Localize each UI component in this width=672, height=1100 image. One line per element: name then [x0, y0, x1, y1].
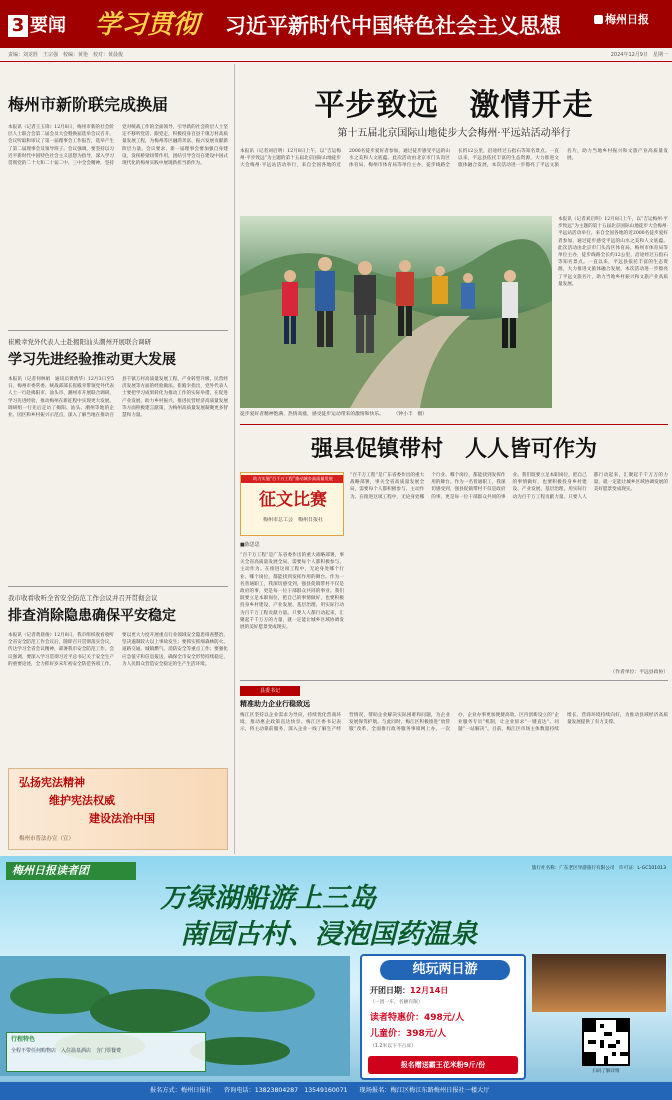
section-label: 要闻: [30, 15, 66, 36]
story2-columns: [8, 376, 228, 568]
ad-title-line1: 万绿湖船游上三岛: [160, 883, 376, 914]
masthead-subtitle: 习近平新时代中国特色社会主义思想: [225, 14, 561, 38]
story2-title: 学习先进经验推动更大发展: [8, 352, 176, 368]
main-photo: [240, 216, 552, 408]
ad-tour-badge: 纯玩两日游: [380, 960, 510, 980]
law-promo-banner: [8, 768, 228, 850]
ad-departure-date: 12月14日: [410, 986, 449, 995]
main-columns: [240, 148, 668, 210]
paper-name: 梅州日报: [605, 13, 649, 26]
ad-reader-price-label: 读者特惠价：: [370, 1013, 425, 1023]
contest-notice-top: 助力实施“百千万工程”推动城乡高质量发展: [241, 475, 344, 483]
promo-line-1: 弘扬宪法精神: [19, 776, 85, 789]
lower-body: 梅江区坚持以企业需求为导向，持续优化营商环境，推动惠企政策直达快享。梅江区委书记表示，将主动靠前服务，深入企业一线了解生产经营情况，帮助企业解决实际困难和问题，为企业发展保驾护航。与此同时，梅江区积极推进“放管服”改革，全面推行政务服务事项网上办、一次办，企业办事更加便捷高效。区内创新设立的“企业服务专员”机制，让企业诉求“一键直达”、问题“一站解决”。目前，梅江区市场主体数量持续增长，营商环境持续向好，为推动县域经济高质量发展提供了有力支撑。: [240, 713, 668, 733]
ad-highlights-text: 全程不带任何购物店 入住温泉酒店 含门票餐费: [11, 1048, 122, 1054]
main-body: 本报讯（记者刘启明）12月8日上午，以“吉运梅州·平步致远”为主题的第十五届北京国际山地徒步大会梅州·平远站活动举行，来自全国各地的近2000名徒步爱好者参加，通过徒步感受平远的山水之美和人文底蕴。此次活动由北京市门头沟区体育局、梅州市体育局等单位主办，徒步线路全长约12公里，沿途经过五指石等知名景点。一直以来，平远县依托丰富的生态资源，大力推进文旅体融合发展，本次活动进一步擦亮了平远文旅名片，助力当地乡村振兴和文旅产业高质量发展。: [240, 149, 668, 169]
promo-line-2: 维护宪法权威: [49, 794, 115, 807]
ad-highlights-box: [6, 1032, 206, 1072]
ad-price-card: [360, 954, 526, 1080]
feature-byline: （作者单位：平远县政协）: [610, 670, 668, 675]
ad-panel: [0, 856, 672, 1100]
logo-icon: [594, 15, 603, 24]
hikers-illustration: [240, 216, 552, 408]
ad-child-price-note: （1.2米以下不占床）: [370, 1044, 417, 1049]
ad-departure-note: （一团一车，名额有限）: [370, 1000, 423, 1005]
main-side-body: 本报讯（记者刘启明）12月8日上午，以“吉运梅州·平步致远”为主题的第十五届北京国际山地徒步大会梅州·平远站活动举行，来自全国各地的近2000名徒步爱好者参加，通过徒步感受平远的山水之美和人文底蕴。此次活动由北京市门头沟区体育局、梅州市体育局等单位主办，徒步线路全长约12公里，沿途经过五指石等知名景点。一直以来，平远县依托丰富的生态资源，大力推进文旅体融合发展，本次活动进一步擦亮了平远文旅名片，助力当地乡村振兴和文旅产业高质量发展。: [558, 217, 668, 287]
lower-kicker: 县委书记: [240, 686, 300, 696]
story2-kicker: 崔殿幸党外代表人士赴揭阳汕头潮州开展联合调研: [8, 338, 151, 346]
ad-gift-banner: 报名赠送霸王花米粉9斤/份: [368, 1056, 518, 1074]
feature-left-columns: [240, 552, 344, 668]
story3-columns: [8, 632, 228, 760]
story1-columns: [8, 124, 228, 324]
ad-child-price: 398元/人: [406, 1029, 447, 1039]
story3-kicker: 我市收看收听全省安全防范工作会议并召开贯彻会议: [8, 594, 158, 602]
hot-spring-photo: [532, 954, 666, 1012]
masthead-bar: [0, 0, 672, 48]
ad-contact-phone-label: 咨询电话：: [223, 1087, 255, 1094]
ad-child-price-label: 儿童价：: [370, 1029, 407, 1039]
date-line: 2024年12月9日 星期一: [610, 52, 668, 58]
slogan-calligraphy: 学习贯彻: [95, 10, 200, 40]
ad-permit: 旅行社名称：广东老区导游旅行有限公司 许可证：L-GC101013: [531, 866, 666, 871]
feature-title: 强县促镇带村 人人皆可作为: [310, 436, 597, 462]
qr-code[interactable]: [582, 1018, 630, 1066]
feature-columns: [350, 472, 668, 668]
ad-contact-label: 报名方式：梅州日报社: [150, 1087, 212, 1094]
story1-body: 本报讯（记者王玉锋）12月8日，梅州市新的社会阶层人士联合会第二届会员大会暨换届选举会议召开。会议听取和审议了第一届理事会工作报告，选举产生了第二届理事会及领导班子。会议强调，要坚持以习近平新时代中国特色社会主义思想为指导，深入学习贯彻党的二十大和二十届二中、三中全会精神，坚持党对统战工作的全面领导，引导新的社会阶层人士坚定不移听党话、跟党走，积极投身百县千镇万村高质量发展工程，为梅州苏区融湾奔富、振兴发展贡献新阶层力量。会议要求，新一届理事会要加强自身建设，发挥桥梁纽带作用，团结引导会员在建设中国式现代化的梅州实践中展现新担当新作为。: [8, 125, 228, 167]
credits-line: 责编：刘龙胜 王宗强 校编：黄艳 校对：黄晨俊: [8, 52, 124, 58]
ad-contact-bar: [0, 1082, 672, 1100]
paper-logo: [594, 12, 670, 28]
promo-footer: 梅州市普法办宣（宣）: [19, 836, 75, 842]
ad-reader-price-row: [370, 1010, 520, 1026]
contest-notice-main: 征文比赛: [259, 490, 327, 510]
qr-caption: 扫码了解详情: [592, 1069, 620, 1074]
ad-highlights-label: 行程特色: [11, 1036, 36, 1043]
ad-departure-row: [370, 984, 520, 998]
story1-title: 梅州市新阶联完成换届: [8, 95, 169, 114]
ad-brand: 梅州日报读者团: [6, 862, 136, 880]
feature-author: ■陈思思: [240, 542, 260, 548]
main-photo-caption: 徒步爱好者精神饱满、热情高涨，感受徒步运动带来的激情和快乐。 （钟小丰 摄）: [240, 412, 428, 417]
essay-contest-notice: [240, 472, 344, 536]
feature-body: “百千万工程”是广东省委作出的重大战略部署，事关全省高质量发展全局，需要每个人都积极参与、主动作为。在推进这项工程中，无论身处哪个行业、哪个岗位，都能找到发挥作用的舞台。作为一名普通职工，我深切感受到，强县促镇带村不仅是政府的事，更是每一位干部群众共同的事业。我们既要立足本职岗位，把自己的事情做好，也要积极投身乡村建设、产业发展、基层治理，用实际行动为百千万工程贡献力量。只要人人都行动起来，汇聚起千千万万的力量，就一定能让城乡区域协调发展的美好愿景变成现实。: [350, 473, 668, 500]
ad-departure-label: 开团日期：: [370, 986, 410, 995]
promo-line-3: 建设法治中国: [89, 812, 155, 825]
main-subhead: 第十五届北京国际山地徒步大会梅州·平远站活动举行: [337, 128, 571, 139]
ad-contact-phones: 13823804287 13549160071: [254, 1087, 348, 1094]
ad-title-line2: 南园古村、浸泡国药温泉: [180, 919, 477, 950]
contest-notice-org: 梅州市总工会 梅州日报社: [262, 517, 323, 523]
feature-left-body: “百千万工程”是广东省委作出的重大战略部署，事关全省高质量发展全局，需要每个人都积极参与、主动作为。在推进这项工程中，无论身处哪个行业、哪个岗位，都能找到发挥作用的舞台。作为一名普通职工，我深切感受到，强县促镇带村不仅是政府的事，更是每一位干部群众共同的事业。我们既要立足本职岗位，把自己的事情做好，也要积极投身乡村建设、产业发展、基层治理，用实际行动为百千万工程贡献力量。只要人人都行动起来，汇聚起千千万万的力量，就一定能让城乡区域协调发展的美好愿景变成现实。: [240, 553, 344, 631]
page-number-badge: 3: [8, 15, 28, 37]
story3-title: 排查消除隐患确保平安稳定: [8, 608, 176, 624]
story2-body: 本报讯（记者何林娟 通讯员黄倩华）12月3日至5日，梅州市委常委、统战部部长崔殿幸带领党外代表人士一行赴揭阳市、汕头市、潮州市开展联合调研，学习先进经验，推动梅州在新征程中实现更大发展。调研组一行先后走访了揭阳、汕头、潮州等地的企业、园区和乡村振兴示范点，深入了解当地在推动百县千镇万村高质量发展工程、产业转型升级、民营经济发展等方面的经验做法。崔殿幸指出，党外代表人士要把学习成果转化为推动工作的实际举措，在促进产业发展、助力乡村振兴、推进民营经济高质量发展等方面积极建言献策，为梅州高质量发展凝聚更多智慧和力量。: [8, 377, 228, 419]
qr-pattern-icon: [584, 1020, 628, 1064]
ad-reader-price: 498元/人: [424, 1013, 465, 1023]
ad-child-price-row: [370, 1026, 520, 1042]
lower-subhead: 精准助力企业行稳致远: [240, 700, 310, 708]
lower-columns: [240, 712, 668, 850]
ad-contact-address: 现场报名：梅江区梅江东路梅州日报社一楼大厅: [359, 1087, 490, 1094]
main-side-column: [558, 216, 668, 422]
story3-body: 本报讯（记者黄晨俊）12月8日，我市组织收看收听全省安全防范工作会议后，随即召开贯彻落实会议，传达学习全省会议精神，部署我市安全防范工作。会议强调，要深入学习贯彻习近平总书记关于安全生产的重要论述，全力抓好岁末年初安全防范各项工作。要以更大力度开展重点行业领域安全隐患排查整治，坚决遏制较大以上事故发生；要抓实抓细森林防火、道路交通、城镇燃气、消防安全等重点工作；要强化应急值守和信息报送，确保全市安全形势持续稳定，为人民群众营造安全稳定的生产生活环境。: [8, 633, 228, 667]
main-headline: 平步致远 激情开走: [314, 88, 594, 123]
